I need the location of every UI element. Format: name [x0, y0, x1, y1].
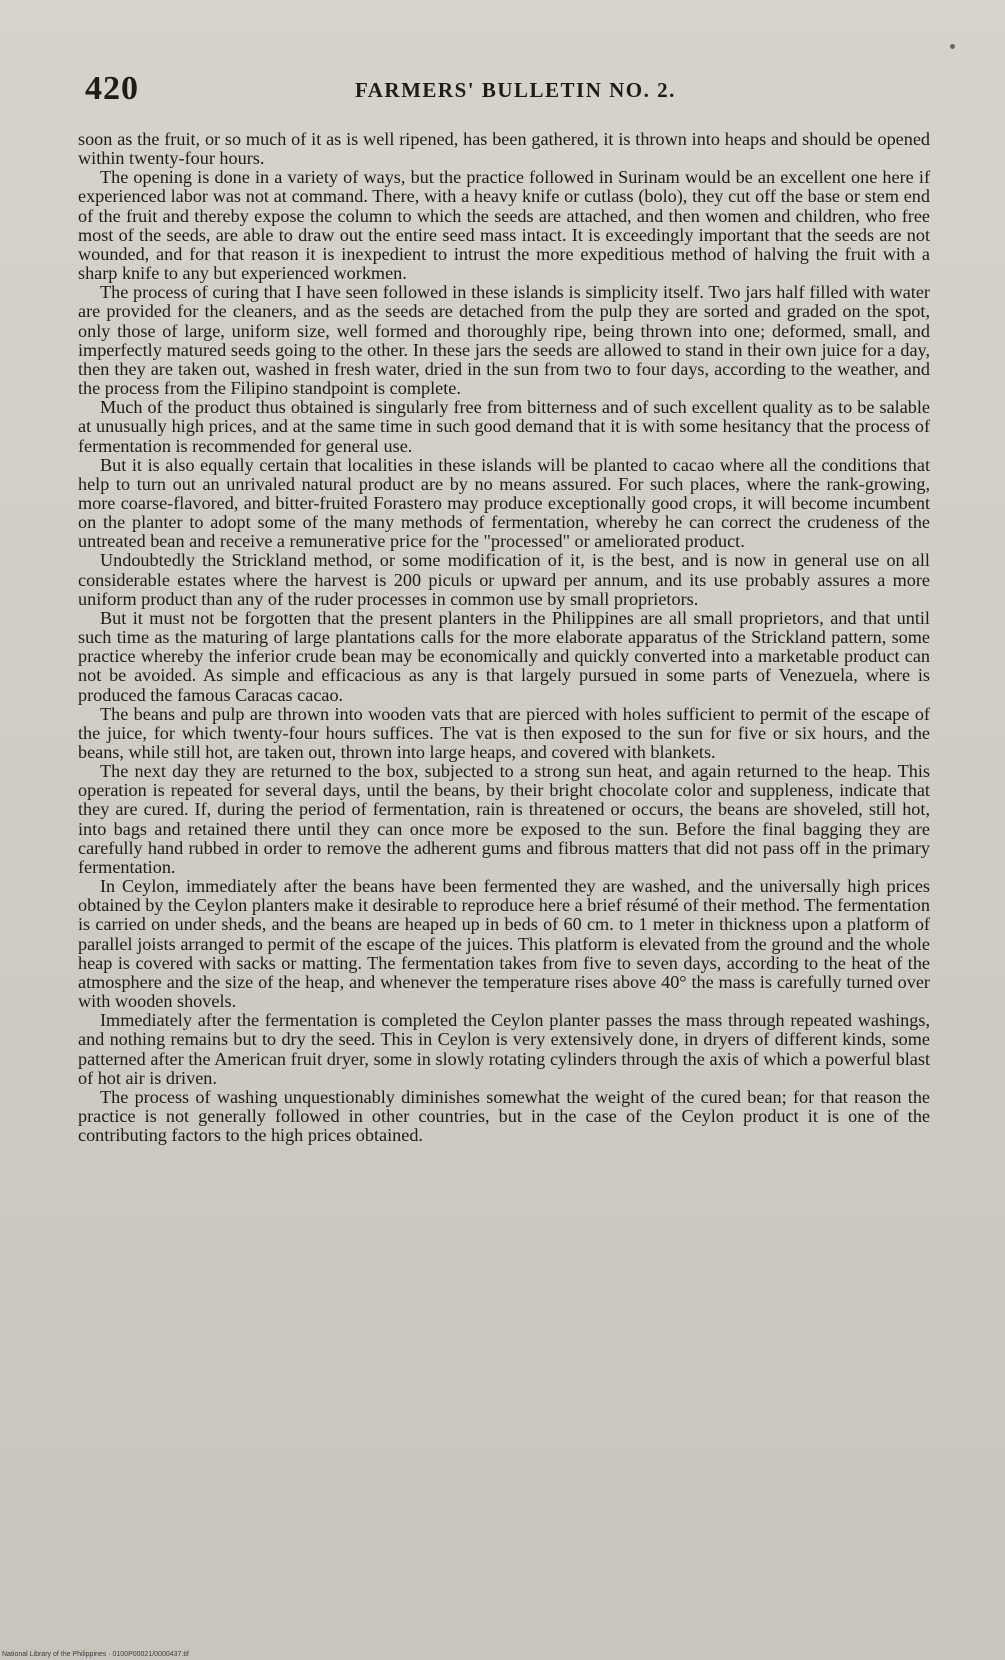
paragraph: But it must not be forgotten that the present planters in the Philippines are all small proprietors, and that until such time as the maturing of large plantations calls for the more elaborate apparatus of the Strickland pattern, some practice whereby the inferior crude bean may be economically and quickly converted into a marketable product can not be avoided. As simple and efficacious as any is that largely pursued in some parts of Venezuela, where is produced the famous Caracas cacao.: [78, 607, 930, 705]
paragraph: Much of the product thus obtained is singularly free from bitterness and of such excellent quality as to be salable at unusually high prices, and at the same time in such good demand that it is with some hesitancy that the process of fermentation is recommended for general use.: [78, 397, 930, 456]
paragraph: The beans and pulp are thrown into wooden vats that are pierced with holes sufficient to permit of the escape of the juice, for which twenty-four hours suffices. The vat is then exposed to the sun for five or six hours, and the beans, while still hot, are taken out, thrown into large heaps, and covered with blankets.: [78, 703, 930, 762]
running-head: FARMERS' BULLETIN NO. 2.: [355, 78, 676, 102]
paragraph: The next day they are returned to the box, subjected to a strong sun heat, and again returned to the heap. This operation is repeated for several days, until the beans, by their bright chocolate color and suppleness, indicate that they are cured. If, during the period of fermentation, rain is threatened or occurs, the beans are shoveled, still hot, into bags and retained there until they can once more be exposed to the sun. Before the final bagging they are carefully hand rubbed in order to remove the adherent gums and fibrous matters that did not pass off in the primary fermentation.: [78, 761, 930, 877]
page-header: [85, 70, 925, 110]
paragraph: The opening is done in a variety of ways, but the practice followed in Surinam would be an excellent one here if experienced labor was not at command. There, with a heavy knife or cutlass (bolo), they cut off the base or stem end of the fruit and thereby expose the column to which the seeds are attached, and then women and children, who free most of the seeds, are able to draw out the entire seed mass intact. It is exceedingly important that the seeds are not wounded, and for that reason it is inexpedient to intrust the more expeditious method of halving the fruit with a sharp knife to any but experienced workmen.: [78, 167, 930, 284]
paragraph: In Ceylon, immediately after the beans have been fermented they are washed, and the universally high prices obtained by the Ceylon planters make it desirable to reproduce here a brief résumé of their method. The fermentation is carried on under sheds, and the beans are heaped up in beds of 60 cm. to 1 meter in thickness upon a platform of parallel joists arranged to permit of the escape of the juices. This platform is elevated from the ground and the whole heap is covered with sacks or matting. The fermentation takes from five to seven days, according to the heat of the atmosphere and the size of the heap, and whenever the temperature rises above 40° the mass is carefully turned over with wooden shovels.: [78, 876, 930, 1012]
body-text: [78, 130, 930, 1145]
paragraph: Immediately after the fermentation is completed the Ceylon planter passes the mass through repeated washings, and nothing remains but to dry the seed. This in Ceylon is very extensively done, in dryers of different kinds, some patterned after the American fruit dryer, some in slowly rotating cylinders through the axis of which a powerful blast of hot air is driven.: [78, 1010, 930, 1088]
paragraph: Undoubtedly the Strickland method, or some modification of it, is the best, and is now in general use on all considerable estates where the harvest is 200 piculs or upward per annum, and its use probably assures a more uniform product than any of the ruder processes in common use by small proprietors.: [78, 550, 930, 609]
paragraph: The process of curing that I have seen followed in these islands is simplicity itself. Two jars half filled with water are provided for the cleaners, and as the seeds are detached from the pulp they are sorted and graded on the spot, only those of large, uniform size, well formed and thoroughly ripe, being thrown into one; deformed, small, and imperfectly matured seeds going to the other. In these jars the seeds are allowed to stand in their own juice for a day, then they are taken out, washed in fresh water, dried in the sun from two to four days, according to the weather, and the process from the Filipino standpoint is complete.: [78, 282, 930, 399]
paragraph: The process of washing unquestionably diminishes somewhat the weight of the cured bean; for that reason the practice is not generally followed in other countries, but in the case of the Ceylon product it is one of the contributing factors to the high prices obtained.: [78, 1086, 930, 1146]
scan-speck: [950, 44, 955, 49]
paragraph: soon as the fruit, or so much of it as is well ripened, has been gathered, it is thrown into heaps and should be opened within twenty-four hours.: [78, 129, 930, 169]
page-number: 420: [85, 70, 139, 107]
paragraph: But it is also equally certain that localities in these islands will be planted to cacao where all the conditions that help to turn out an unrivaled natural product are by no means assured. For such places, where the rank-growing, more coarse-flavored, and bitter-fruited Forastero may produce exceptionally good crops, it will become incumbent on the planter to adopt some of the many methods of fermentation, whereby he can correct the crudeness of the untreated bean and receive a remunerative price for the "processed" or ameliorated product.: [78, 454, 930, 552]
scan-credit: National Library of the Philippines · 0100P00021/0000437.tif: [2, 1651, 189, 1658]
